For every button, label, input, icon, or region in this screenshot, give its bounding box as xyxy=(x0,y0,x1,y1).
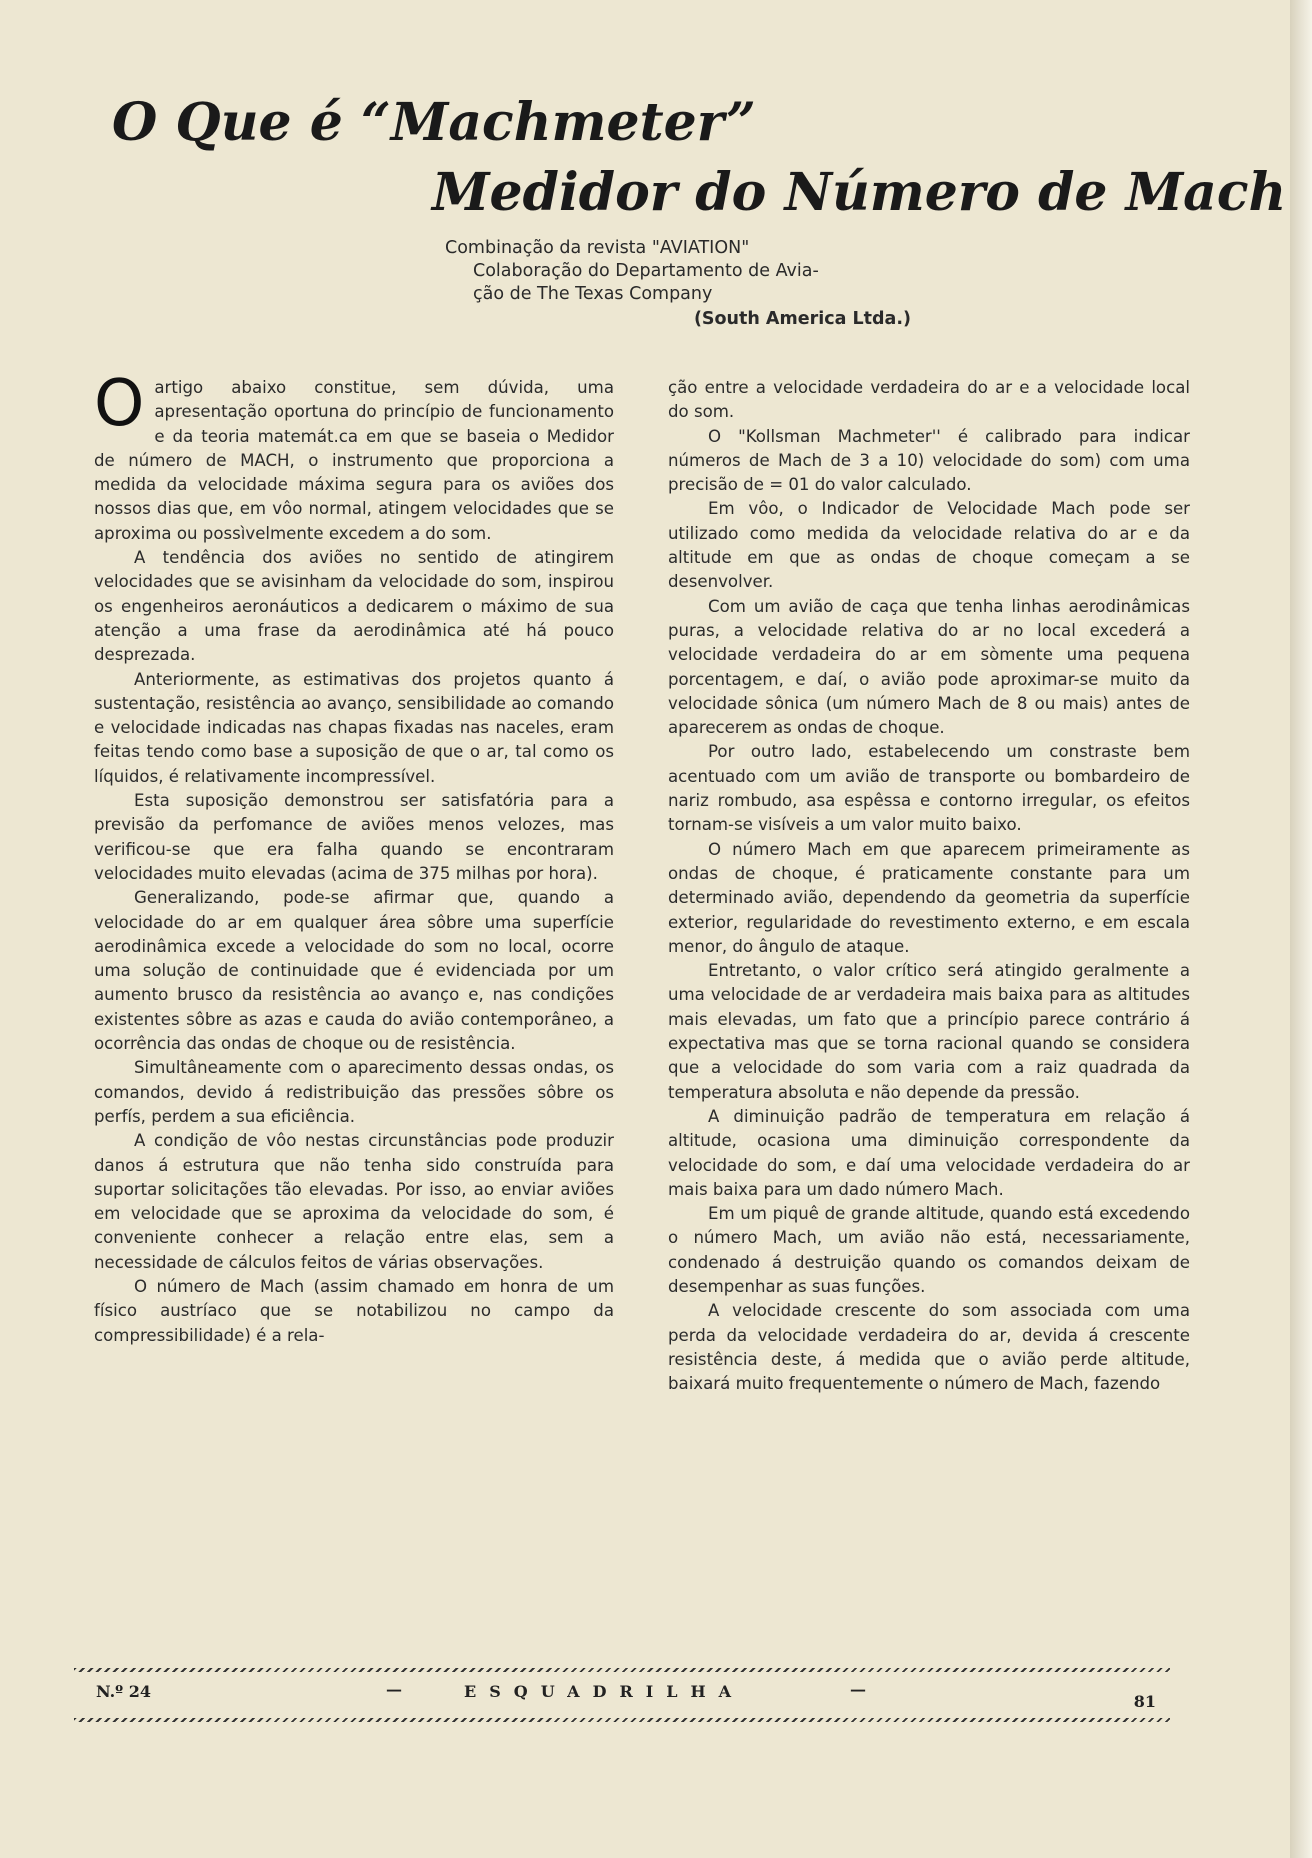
footer-dash: — xyxy=(850,1680,866,1699)
credit-line-2: Colaboração do Departamento de Avia- xyxy=(473,261,819,281)
paragraph: A diminuição padrão de temperatura em relação á altitude, ocasiona uma diminuição correspondente da velocidade do som, e daí uma velocidade verdadeira do ar mais baixa para um dado número Mach. xyxy=(668,1106,1190,1199)
page-number: 81 xyxy=(1133,1692,1156,1711)
credits-block xyxy=(445,237,925,331)
footer-rule-top xyxy=(74,1668,1170,1672)
footer-rule-bottom xyxy=(74,1718,1170,1722)
paragraph: ção entre a velocidade verdadeira do ar e a velocidade local do som. xyxy=(668,378,1190,422)
issue-number: N.º 24 xyxy=(96,1682,152,1701)
paragraph: A tendência dos aviões no sentido de atingirem velocidades que se avisinham da velocidade do som, inspirou os engenheiros aeronáuticos a dedicarem o máximo de sua atenção a uma frase da aerodinâmica até há pouco desprezada. xyxy=(94,548,614,665)
paragraph: Generalizando, pode-se afirmar que, quando a velocidade do ar em qualquer área sôbre uma superfície aerodinâmica excede a velocidade do som no local, ocorre uma solução de continuidade que é evidenciada por um aumento brusco da resistência ao avanço e, nas condições existentes sôbre as azas e cauda do avião contemporâneo, a ocorrência das ondas de choque ou de resistência. xyxy=(94,888,614,1054)
page-edge xyxy=(1290,0,1312,1858)
paragraph: O número de Mach (assim chamado em honra de um físico austríaco que se notabilizou no campo da compressibilidade) é a rela- xyxy=(94,1276,614,1345)
page-footer xyxy=(96,1680,1156,1710)
paragraph: Em vôo, o Indicador de Velocidade Mach pode ser utilizado como medida da velocidade relativa do ar e da altitude em que as ondas de choque começam a se desenvolver. xyxy=(668,499,1190,592)
paragraph: O "Kollsman Machmeter'' é calibrado para indicar números de Mach de 3 a 10) velocidade do som) com uma precisão de = 01 do valor calculado. xyxy=(668,426,1190,495)
paragraph: A condição de vôo nestas circunstâncias pode produzir danos á estrutura que não tenha sido construída para suportar solicitações tão elevadas. Por isso, ao enviar aviões em velocidade que se aproxima da velocidade do som, é conveniente conhecer a relação entre elas, sem a necessidade de cálculos feitos de várias observações. xyxy=(94,1131,614,1272)
paragraph: Simultâneamente com o aparecimento dessas ondas, os comandos, devido á redistribuição das pressões sôbre os perfís, perdem a sua eficiência. xyxy=(94,1058,614,1126)
article-title-line2: Medidor do Número de Mach xyxy=(432,162,1287,223)
paragraph: Em um piquê de grande altitude, quando está excedendo o número Mach, um avião não está, necessariamente, condenado á destruição quando os comandos deixam de desempenhar as suas funções. xyxy=(668,1204,1190,1296)
paragraph: A velocidade crescente do som associada com uma perda da velocidade verdadeira do ar, devida á crescente resistência deste, á medida que o avião perde altitude, baixará muito frequentemente o número de Mach, fazendo xyxy=(668,1301,1190,1394)
left-column xyxy=(94,367,614,1348)
paragraph: Anteriormente, as estimativas dos projetos quanto á sustentação, resistência ao avanço, sensibilidade ao comando e velocidade indicadas nas chapas fixadas nas naceles, eram feitas tendo como base a suposição de que o ar, tal como os líquidos, é relativamente incompressível. xyxy=(94,669,614,786)
paragraph: Entretanto, o valor crítico será atingido geralmente a uma velocidade de ar verdadeira mais baixa para as altitudes mais elevadas, um fato que a princípio parece contrário á expectativa mas que se torna racional quando se considera que a velocidade do som varia com a raiz quadrada da temperatura absoluta e não depende da pressão. xyxy=(668,961,1190,1102)
paragraph: Esta suposição demonstrou ser satisfatória para a previsão da perfomance de aviões menos velozes, mas verificou-se que era falha quando se encontraram velocidades muito elevadas (acima de 375 milhas por hora). xyxy=(94,791,614,883)
paragraph: O número Mach em que aparecem primeiramente as ondas de choque, é praticamente constante para um determinado avião, dependendo da geometria da superfície exterior, regularidade do revestimento externo, e em escala menor, do ângulo de ataque. xyxy=(668,839,1190,956)
paragraph: Com um avião de caça que tenha linhas aerodinâmicas puras, a velocidade relativa do ar no local excederá a velocidade verdadeira do ar em sòmente uma pequena porcentagem, e daí, o avião pode aproximar-se muito da velocidade sônica (um número Mach de 8 ou mais) antes de aparecerem as ondas de choque. xyxy=(668,596,1190,738)
footer-dash: — xyxy=(386,1680,402,1699)
paragraph: Oartigo abaixo constitue, sem dúvida, uma apresentação oportuna do princípio de funcionamento e da teoria matemát.ca em que se baseia o Medidor de número de MACH, o instrumento que proporciona a medida da velocidade máxima segura para os aviões dos nossos dias que, em vôo normal, atingem velocidades que se aproxima ou possìvelmente excedem a do som. xyxy=(94,367,614,543)
credit-line-4: (South America Ltda.) xyxy=(693,309,911,329)
credit-line-3: ção de The Texas Company xyxy=(473,284,713,304)
drop-cap: O xyxy=(94,367,145,441)
article-title-line1: O Que é “Machmeter” xyxy=(112,92,756,153)
right-column xyxy=(668,376,1190,1396)
magazine-name: ESQUADRILHA xyxy=(464,1682,744,1701)
paragraph: Por outro lado, estabelecendo um constraste bem acentuado com um avião de transporte ou bombardeiro de nariz rombudo, asa espêssa e contorno irregular, os efeitos tornam-se visíveis a um valor muito baixo. xyxy=(668,742,1190,835)
credit-line-1: Combinação da revista "AVIATION" xyxy=(445,238,750,258)
